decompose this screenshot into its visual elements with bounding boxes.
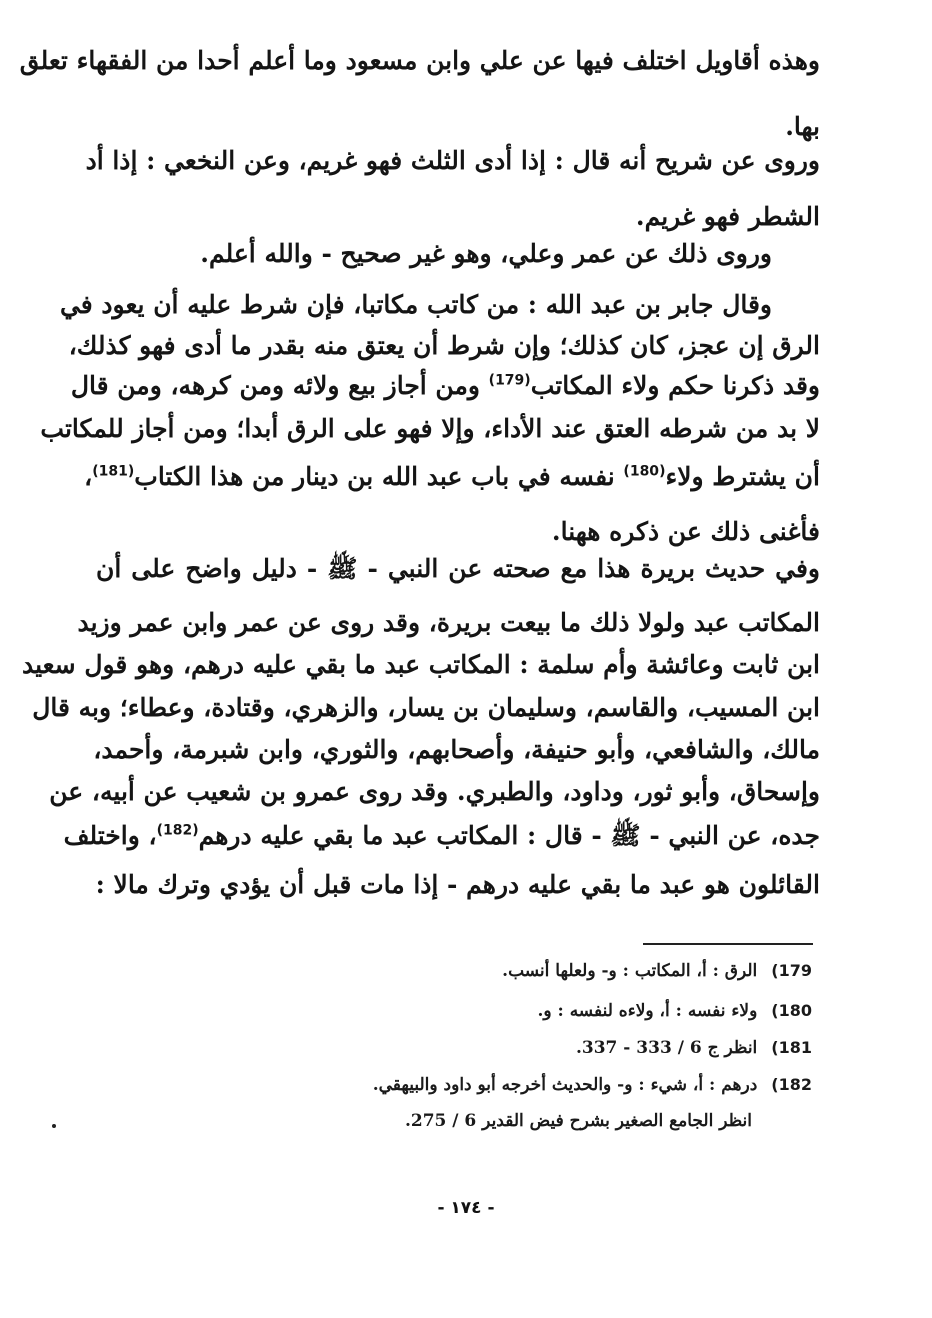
text-line: وقال جابر بن عبد الله : من كاتب مكاتبا، فإن شرط عليه أن يعود في xyxy=(59,290,772,319)
text-line: لا بد من شرطه العتق عند الأداء، وإلا فهو على الرق أبدا؛ ومن أجاز للمكاتب xyxy=(40,414,820,443)
text-segment: نفسه في باب عبد الله بن دينار من هذا الكتاب xyxy=(134,462,615,491)
footnote xyxy=(537,1001,812,1021)
text-line xyxy=(63,821,820,850)
footnote-number: 179) xyxy=(771,961,812,980)
scan-speck xyxy=(52,1124,56,1128)
text-line: وإسحاق، وأبو ثور، وداود، والطبري. وقد روى عمرو بن شعيب عن أبيه، عن xyxy=(49,777,820,806)
text-line: وروى ذلك عن عمر وعلي، وهو غير صحيح - والله أعلم. xyxy=(200,239,772,268)
footnote-text: انظر ج 6 / 333 - 337. xyxy=(575,1038,758,1058)
text-segment: ومن أجاز بيع ولائه ومن كرهه، ومن قال xyxy=(70,371,480,400)
footnote-text: انظر الجامع الصغير بشرح فيض القدير 6 / 275. xyxy=(404,1111,752,1131)
footnote-text: ولاء نفسه : أ، ولاءه لنفسه : و. xyxy=(537,1001,758,1021)
text-segment: وقد ذكرنا حكم ولاء المكاتب xyxy=(530,371,820,400)
text-line xyxy=(70,371,820,400)
footnote-number: 180) xyxy=(771,1001,812,1020)
text-segment: ، واختلف xyxy=(63,821,157,850)
footnote-ref: (181) xyxy=(92,463,135,480)
text-segment: أن يشترط ولاء xyxy=(665,462,820,491)
text-line: مالك، والشافعي، وأبو حنيفة، وأصحابهم، والثوري، وابن شبرمة، وأحمد، xyxy=(93,735,820,764)
text-line: فأغنى ذلك عن ذكره ههنا. xyxy=(551,517,820,546)
footnote-text: الرق : أ، المكاتب : و- ولعلها أنسب. xyxy=(502,961,758,981)
text-line xyxy=(84,462,820,491)
text-line: المكاتب عبد ولولا ذلك ما بيعت بريرة، وقد روى عن عمر وابن عمر وزيد xyxy=(77,608,820,637)
text-line: ابن المسيب، والقاسم، وسليمان بن يسار، والزهري، وقتادة، وعطاء؛ وبه قال xyxy=(32,693,820,722)
footnote-number: 181) xyxy=(771,1038,812,1057)
text-line: وهذه أقاويل اختلف فيها عن علي وابن مسعود وما أعلم أحدا من الفقهاء تعلق xyxy=(19,46,820,75)
text-segment: ، xyxy=(84,462,93,491)
text-line: الشطر فهو غريم. xyxy=(635,202,820,231)
footnote-ref: (179) xyxy=(488,372,531,389)
footnote-ref: (180) xyxy=(623,463,666,480)
text-line: بها. xyxy=(785,112,820,141)
text-line: الرق إن عجز، كان كذلك؛ وإن شرط أن يعتق منه بقدر ما أدى فهو كذلك، xyxy=(68,331,820,360)
text-line: القائلون هو عبد ما بقي عليه درهم - إذا مات قبل أن يؤدي وترك مالا : xyxy=(95,870,820,899)
footnote xyxy=(373,1075,812,1095)
footnote-text: درهم : أ، شيء : و- والحديث أخرجه أبو داود والبيهقي. xyxy=(372,1075,758,1095)
footnote-separator xyxy=(643,943,813,945)
footnote-number: 182) xyxy=(771,1075,812,1094)
footnote xyxy=(502,961,812,981)
text-segment: جده، عن النبي - ﷺ - قال : المكاتب عبد ما بقي عليه درهم xyxy=(198,821,820,850)
text-line: وروى عن شريح أنه قال : إذا أدى الثلث فهو غريم، وعن النخعي : إذا أد xyxy=(85,146,820,175)
text-line: وفي حديث بريرة هذا مع صحته عن النبي - ﷺ - دليل واضح على أن xyxy=(96,554,820,583)
footnote xyxy=(405,1111,752,1131)
page-number: - ١٧٤ - xyxy=(437,1198,495,1218)
footnote xyxy=(576,1038,812,1058)
footnote-ref: (182) xyxy=(156,822,199,839)
text-line: ابن ثابت وعائشة وأم سلمة : المكاتب عبد ما بقي عليه درهم، وهو قول سعيد xyxy=(21,650,820,679)
